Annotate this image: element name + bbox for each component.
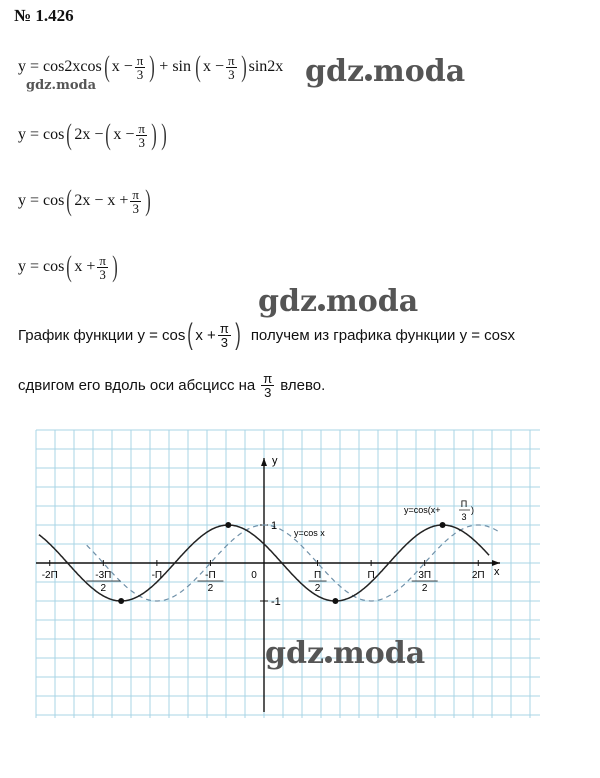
eq4-fraction xyxy=(97,254,108,281)
series-label-numerator: П xyxy=(460,499,468,509)
series-label-cos-x: y=cos x xyxy=(294,528,325,538)
paren-close: ) xyxy=(112,250,118,283)
grid xyxy=(36,430,540,718)
x-tick-label: -П xyxy=(205,570,216,581)
fraction-denominator: 3 xyxy=(228,66,235,82)
watermark xyxy=(265,636,425,671)
watermark xyxy=(305,54,465,89)
eq1-fraction-1 xyxy=(135,54,146,81)
paren-close: ) xyxy=(151,118,157,151)
y-axis-arrow xyxy=(261,458,267,466)
eq4-arg: x + xyxy=(74,258,96,275)
paren-close: ) xyxy=(240,50,247,83)
cosine-graph xyxy=(0,418,600,778)
watermark-part-2: moda xyxy=(326,284,419,319)
paren-open: ( xyxy=(66,118,73,151)
fraction-numerator: π xyxy=(263,371,273,386)
explanation-fraction xyxy=(218,322,231,349)
eq1-fraction-2 xyxy=(226,54,237,81)
watermark-dot xyxy=(318,304,325,311)
paren-close: ) xyxy=(161,118,167,151)
fraction-numerator: π xyxy=(219,320,229,336)
eq1-mid: + sin xyxy=(159,58,191,75)
extremum-point xyxy=(332,598,338,604)
paren-open: ( xyxy=(195,50,201,83)
eq1-arg2: x − xyxy=(203,58,225,75)
series-label-shifted: y=cos(x+ xyxy=(404,505,441,515)
fraction-numerator: π xyxy=(99,252,106,268)
shift-fraction xyxy=(261,372,274,399)
paren-open: ( xyxy=(103,50,110,83)
watermark-dot xyxy=(365,74,372,81)
x-tick-label: П xyxy=(367,570,375,581)
x-tick-label: 0 xyxy=(251,570,257,581)
fraction-denominator: 3 xyxy=(136,66,144,82)
paren-open: ( xyxy=(66,184,73,217)
watermark-small: gdz.moda xyxy=(26,78,97,93)
extremum-point xyxy=(118,598,124,604)
watermark-part-2: moda xyxy=(373,54,466,89)
eq3-arg: 2x − x + xyxy=(74,192,129,209)
eq4-lhs: y = cos xyxy=(18,258,65,275)
paren-open: ( xyxy=(66,250,73,283)
paren-close: ) xyxy=(145,184,151,217)
eq3-fraction xyxy=(130,188,141,215)
x-tick-label: 3П xyxy=(418,570,432,581)
eq2-lhs: y = cos xyxy=(18,126,65,143)
eq3-lhs: y = cos xyxy=(18,192,65,209)
fraction-denominator: 3 xyxy=(132,200,139,216)
watermark-part-1: gdz xyxy=(265,636,324,671)
fraction-denominator: 3 xyxy=(264,385,272,400)
explanation-arg: x + xyxy=(195,326,216,344)
extremum-point xyxy=(440,522,446,528)
x-tick-label: -3П xyxy=(95,570,112,581)
problem-number: № 1.426 xyxy=(14,6,74,25)
equation-line-3 xyxy=(18,186,153,216)
x-tick-label-denominator: 2 xyxy=(207,583,214,594)
labels xyxy=(42,455,500,608)
watermark xyxy=(258,284,418,319)
equation-line-4 xyxy=(18,252,120,282)
x-tick-label: П xyxy=(313,570,322,581)
fraction-numerator: π xyxy=(132,186,139,202)
x-axis-label: x xyxy=(494,566,500,578)
watermark-part-2: moda xyxy=(333,636,426,671)
x-tick-label: -П xyxy=(151,570,163,581)
shift-text: сдвигом его вдоль оси абсцисс на xyxy=(18,377,256,394)
extremum-point xyxy=(225,522,231,528)
x-tick-label-denominator: 2 xyxy=(100,583,107,594)
explanation-line-2 xyxy=(18,372,325,399)
eq1-arg1: x − xyxy=(111,58,133,75)
x-tick-label-denominator: 2 xyxy=(314,583,321,594)
x-tick-label-denominator: 2 xyxy=(421,583,428,594)
watermark-part-1: gdz xyxy=(258,284,317,319)
series-label-denominator: 3 xyxy=(461,512,467,522)
y-tick-label: 1 xyxy=(271,520,278,532)
equation-line-2 xyxy=(18,120,169,150)
paren-open: ( xyxy=(105,118,112,151)
fraction-numerator: π xyxy=(138,120,145,136)
paren-open: ( xyxy=(187,318,194,351)
explanation-start: График функции y = cos xyxy=(18,326,186,344)
series-label-suffix: ) xyxy=(471,505,474,515)
explanation-line-1 xyxy=(18,320,515,350)
paren-close: ) xyxy=(235,318,241,351)
x-tick-label: -2П xyxy=(41,570,58,581)
eq2-inner: x − xyxy=(113,126,135,143)
fraction-numerator: π xyxy=(136,52,144,68)
fraction-denominator: 3 xyxy=(138,134,145,150)
y-tick-label: -1 xyxy=(271,596,281,608)
eq2-fraction xyxy=(136,122,147,149)
shift-direction: влево. xyxy=(280,377,326,394)
watermark-dot xyxy=(325,656,332,663)
eq1-tail: sin2x xyxy=(248,58,284,75)
fraction-numerator: π xyxy=(228,52,235,68)
fraction-denominator: 3 xyxy=(220,334,228,350)
x-tick-label: 2П xyxy=(471,570,485,581)
paren-close: ) xyxy=(149,50,156,83)
y-axis-label: y xyxy=(272,455,278,467)
eq2-arg: 2x − xyxy=(74,126,104,143)
eq1-lhs: y = cos2xcos xyxy=(18,58,102,75)
watermark-part-1: gdz xyxy=(305,54,364,89)
fraction-denominator: 3 xyxy=(99,266,106,282)
explanation-end: получем из графика функции y = cosx xyxy=(250,326,516,344)
